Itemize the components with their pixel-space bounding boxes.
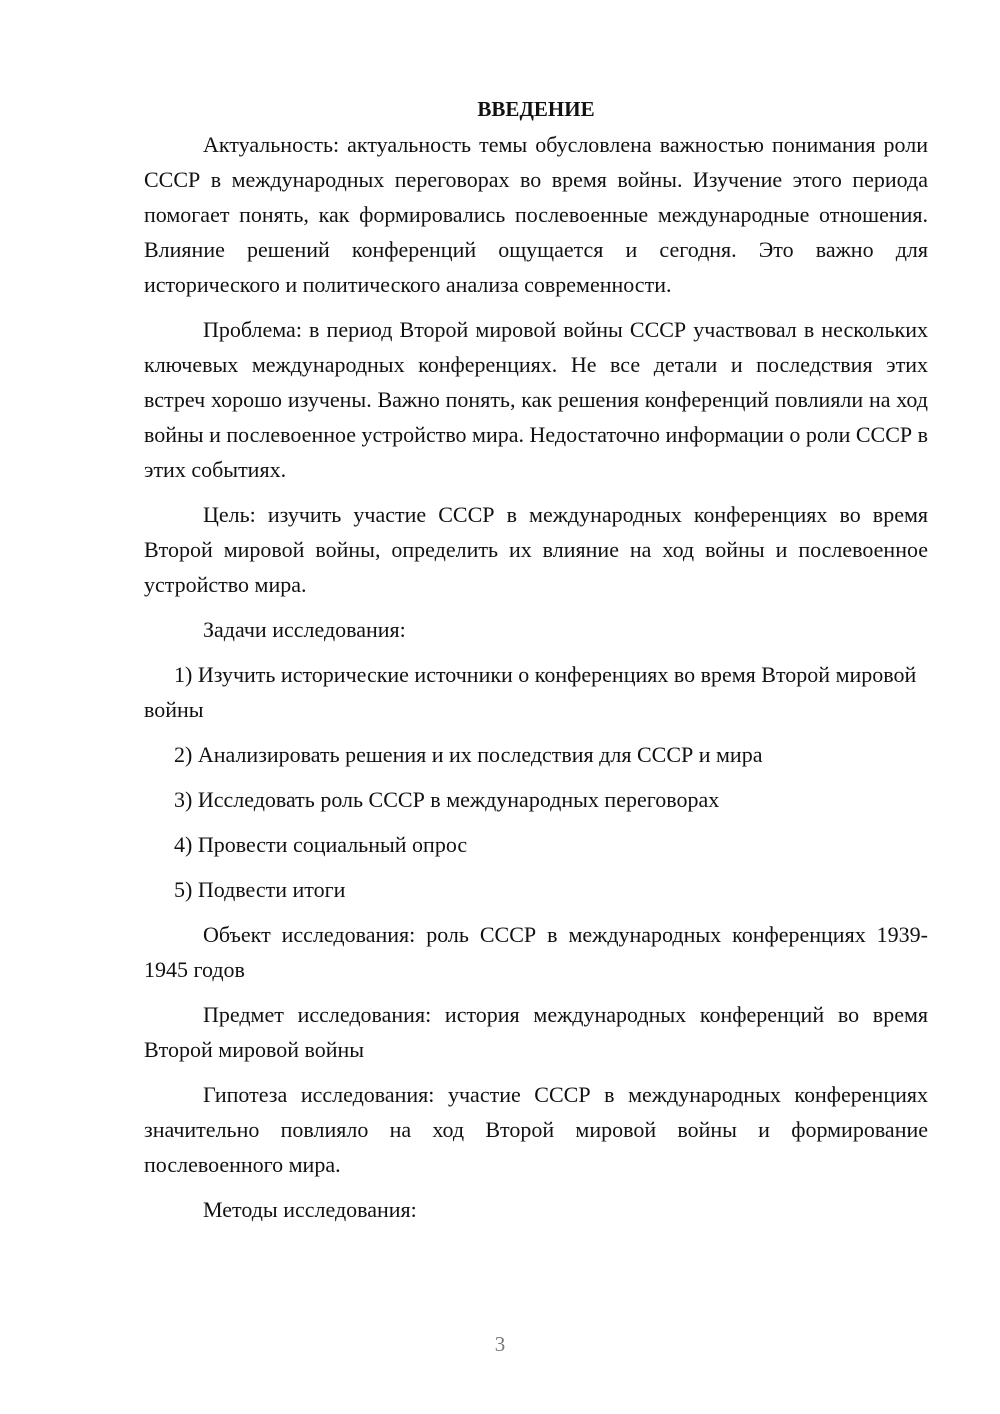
methods-heading: Методы исследования: bbox=[203, 1197, 417, 1222]
list-item: 2) Анализировать решения и их последствия для СССР и мира bbox=[174, 742, 763, 767]
list-item: 5) Подвести итоги bbox=[174, 877, 346, 902]
paragraph-relevance: Актуальность: актуальность темы обусловлена важностью понимания роли СССР в международных переговорах во время войны. Изучение этого периода помогает понять, как формировались послевоенные международные отношения. Влияние решений конференций ощущается и сегодня. Это важно для исторического и политического анализа современности. bbox=[144, 132, 928, 297]
page-content bbox=[144, 92, 928, 1237]
section-title: ВВЕДЕНИЕ bbox=[477, 97, 595, 121]
tasks-heading: Задачи исследования: bbox=[203, 617, 406, 642]
paragraph-object: Объект исследования: роль СССР в международных конференциях 1939-1945 годов bbox=[144, 922, 928, 982]
list-item: 1) Изучить исторические источники о конференциях во время Второй мировой войны bbox=[144, 662, 917, 722]
paragraph-hypothesis: Гипотеза исследования: участие СССР в международных конференциях значительно повлияло на ход Второй мировой войны и формирование послевоенного мира. bbox=[144, 1082, 928, 1177]
list-item: 3) Исследовать роль СССР в международных переговорах bbox=[174, 787, 720, 812]
paragraph-problem: Проблема: в период Второй мировой войны СССР участвовал в нескольких ключевых международных конференциях. Не все детали и последствия этих встреч хорошо изучены. Важно понять, как решения конференций повлияли на ход войны и послевоенное устройство мира. Недостаточно информации о роли СССР в этих событиях. bbox=[144, 317, 928, 482]
paragraph-subject: Предмет исследования: история международных конференций во время Второй мировой войны bbox=[144, 1002, 928, 1062]
paragraph-goal: Цель: изучить участие СССР в международных конференциях во время Второй мировой войны, определить их влияние на ход войны и послевоенное устройство мира. bbox=[144, 502, 928, 597]
tasks-list bbox=[144, 657, 928, 907]
list-item: 4) Провести социальный опрос bbox=[174, 832, 468, 857]
page-number: 3 bbox=[494, 1332, 506, 1356]
